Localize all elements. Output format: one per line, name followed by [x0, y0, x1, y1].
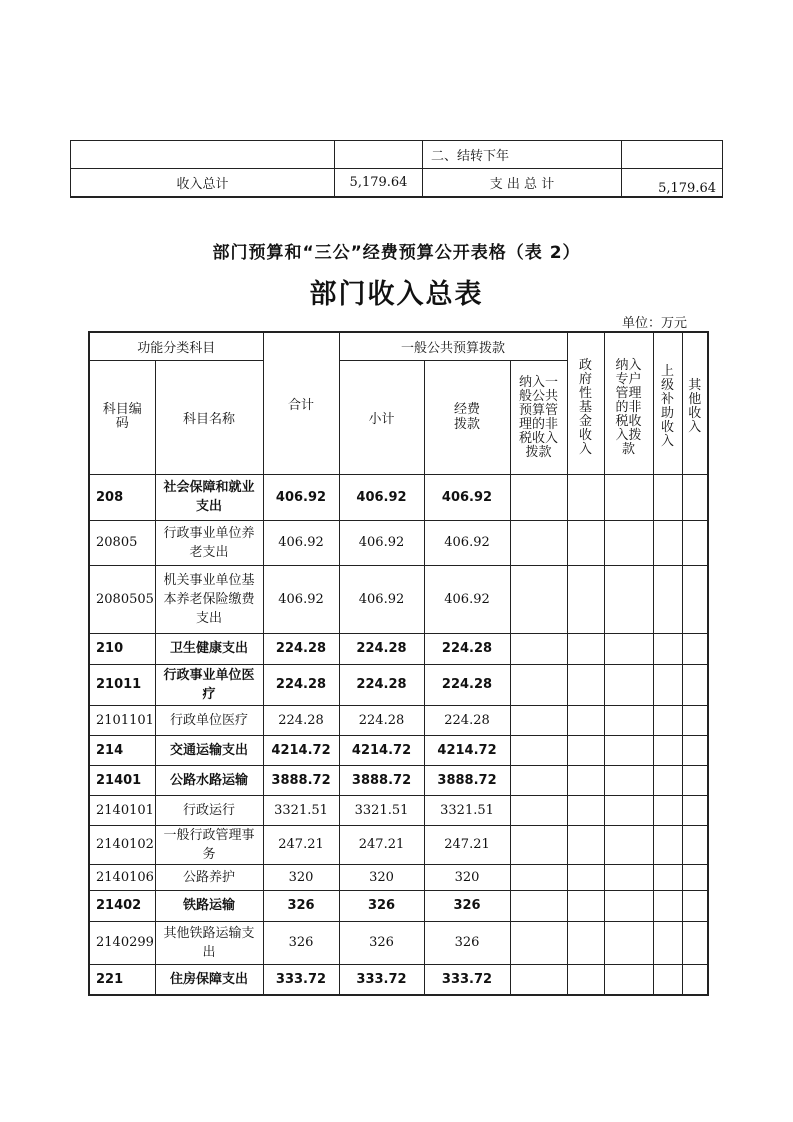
- income-total-label: 收入总计: [71, 169, 335, 198]
- empty-cell: [604, 765, 653, 795]
- row-code: 2080505: [89, 565, 155, 633]
- empty-cell: [653, 664, 682, 705]
- row-code: 2140102: [89, 825, 155, 864]
- empty-cell: [510, 565, 567, 633]
- row-funding: 326: [424, 890, 510, 921]
- row-name: 行政单位医疗: [155, 705, 263, 735]
- empty-cell: [653, 735, 682, 765]
- row-name: 一般行政管理事务: [155, 825, 263, 864]
- empty-cell: [604, 921, 653, 964]
- header-other-income-text: 其他收入: [688, 378, 702, 435]
- table-row: [89, 735, 708, 765]
- header-code-text: 科目编码: [102, 402, 142, 431]
- empty-cell: [682, 565, 708, 633]
- empty-cell: [510, 474, 567, 520]
- row-subtotal: 326: [339, 921, 424, 964]
- row-total: 406.92: [263, 474, 339, 520]
- empty-cell: [567, 565, 604, 633]
- row-code: 214: [89, 735, 155, 765]
- table-row: [89, 565, 708, 633]
- empty-cell: [510, 864, 567, 890]
- table-row: [89, 890, 708, 921]
- row-code: 2140106: [89, 864, 155, 890]
- empty-cell: [567, 664, 604, 705]
- unit-label: 单位：万元: [622, 316, 688, 331]
- table-row: [89, 964, 708, 995]
- row-code: 2140101: [89, 795, 155, 825]
- table-body: [89, 474, 708, 995]
- empty-cell: [604, 890, 653, 921]
- row-name: 卫生健康支出: [155, 633, 263, 664]
- row-code: 210: [89, 633, 155, 664]
- empty-cell: [682, 864, 708, 890]
- row-code: 20805: [89, 520, 155, 565]
- empty-cell: [567, 735, 604, 765]
- header-gov-fund-text: 政府性基金收入: [579, 358, 593, 457]
- row-total: 406.92: [263, 565, 339, 633]
- row-total: 320: [263, 864, 339, 890]
- table-row: [89, 474, 708, 520]
- row-funding: 247.21: [424, 825, 510, 864]
- row-subtotal: 406.92: [339, 520, 424, 565]
- empty-cell: [653, 964, 682, 995]
- empty-cell: [653, 765, 682, 795]
- empty-cell: [604, 825, 653, 864]
- empty-cell: [567, 633, 604, 664]
- empty-cell: [510, 890, 567, 921]
- row-code: 2140299: [89, 921, 155, 964]
- row-funding: 333.72: [424, 964, 510, 995]
- table-row: [89, 664, 708, 705]
- carry-forward-row: [71, 141, 723, 169]
- empty-cell: [682, 825, 708, 864]
- header-other-income: [682, 332, 708, 474]
- row-name: 行政运行: [155, 795, 263, 825]
- header-func-class: 功能分类科目: [89, 332, 263, 360]
- empty-cell: [682, 474, 708, 520]
- empty-cell: [567, 520, 604, 565]
- header-upper-subsidy: [653, 332, 682, 474]
- empty-cell: [653, 565, 682, 633]
- row-total: 3888.72: [263, 765, 339, 795]
- empty-cell: [682, 964, 708, 995]
- row-subtotal: 224.28: [339, 705, 424, 735]
- header-nontax-general-text: 纳入一般公共预算管理的非税收入拨款: [519, 375, 559, 460]
- empty-cell: [567, 705, 604, 735]
- empty-cell: [604, 864, 653, 890]
- header-name: 科目名称: [155, 360, 263, 474]
- row-total: 3321.51: [263, 795, 339, 825]
- header-code: [89, 360, 155, 474]
- empty-cell: [604, 633, 653, 664]
- empty-cell: [567, 825, 604, 864]
- expense-total-value: 5,179.64: [622, 169, 723, 198]
- total-row: [71, 169, 723, 198]
- row-total: 326: [263, 890, 339, 921]
- empty-cell: [510, 520, 567, 565]
- row-name: 行政事业单位医疗: [155, 664, 263, 705]
- row-code: 21402: [89, 890, 155, 921]
- empty-cell: [653, 633, 682, 664]
- empty-cell: [510, 765, 567, 795]
- row-funding: 224.28: [424, 633, 510, 664]
- empty-cell: [653, 705, 682, 735]
- empty-cell: [567, 474, 604, 520]
- table-row: [89, 795, 708, 825]
- empty-cell: [510, 921, 567, 964]
- empty-cell: [604, 705, 653, 735]
- row-funding: 224.28: [424, 664, 510, 705]
- row-total: 224.28: [263, 633, 339, 664]
- row-code: 21011: [89, 664, 155, 705]
- empty-cell: [653, 520, 682, 565]
- header-nontax-general: [510, 360, 567, 474]
- table-row: [89, 705, 708, 735]
- header-general-budget: 一般公共预算拨款: [339, 332, 567, 360]
- page-title: 部门收入总表: [309, 279, 484, 310]
- empty-cell: [682, 520, 708, 565]
- empty-cell: [510, 633, 567, 664]
- row-code: 2101101: [89, 705, 155, 735]
- row-subtotal: 320: [339, 864, 424, 890]
- empty-cell: [604, 520, 653, 565]
- empty-cell: [682, 664, 708, 705]
- row-name: 公路水路运输: [155, 765, 263, 795]
- row-subtotal: 224.28: [339, 633, 424, 664]
- empty-cell: [682, 735, 708, 765]
- page-subtitle: 部门预算和“三公”经费预算公开表格（表 2）: [212, 243, 581, 263]
- row-name: 社会保障和就业支出: [155, 474, 263, 520]
- row-total: 333.72: [263, 964, 339, 995]
- row-total: 406.92: [263, 520, 339, 565]
- row-total: 326: [263, 921, 339, 964]
- empty-cell: [567, 964, 604, 995]
- empty-cell: [604, 565, 653, 633]
- empty-cell: [682, 633, 708, 664]
- empty-cell: [335, 141, 423, 169]
- row-funding: 3321.51: [424, 795, 510, 825]
- row-funding: 406.92: [424, 474, 510, 520]
- empty-cell: [682, 795, 708, 825]
- table-row: [89, 864, 708, 890]
- header-special-nontax: [604, 332, 653, 474]
- row-subtotal: 333.72: [339, 964, 424, 995]
- empty-cell: [653, 795, 682, 825]
- row-total: 4214.72: [263, 735, 339, 765]
- table-row: [89, 825, 708, 864]
- row-subtotal: 247.21: [339, 825, 424, 864]
- row-code: 208: [89, 474, 155, 520]
- row-subtotal: 224.28: [339, 664, 424, 705]
- empty-cell: [653, 921, 682, 964]
- row-total: 224.28: [263, 705, 339, 735]
- row-subtotal: 326: [339, 890, 424, 921]
- table-row: [89, 633, 708, 664]
- empty-cell: [604, 735, 653, 765]
- table-row: [89, 765, 708, 795]
- empty-cell: [510, 964, 567, 995]
- empty-cell: [567, 921, 604, 964]
- row-name: 铁路运输: [155, 890, 263, 921]
- row-code: 21401: [89, 765, 155, 795]
- empty-cell: [567, 890, 604, 921]
- header-gov-fund: [567, 332, 604, 474]
- empty-cell: [604, 795, 653, 825]
- income-summary-table: [88, 331, 709, 996]
- row-name: 行政事业单位养老支出: [155, 520, 263, 565]
- table-row: [89, 921, 708, 964]
- empty-cell: [510, 735, 567, 765]
- empty-cell: [510, 825, 567, 864]
- empty-cell: [604, 664, 653, 705]
- empty-cell: [510, 705, 567, 735]
- row-name: 住房保障支出: [155, 964, 263, 995]
- header-funding: [424, 360, 510, 474]
- row-funding: 224.28: [424, 705, 510, 735]
- empty-cell: [682, 890, 708, 921]
- empty-cell: [653, 474, 682, 520]
- empty-cell: [71, 141, 335, 169]
- row-subtotal: 406.92: [339, 565, 424, 633]
- row-subtotal: 406.92: [339, 474, 424, 520]
- row-subtotal: 3321.51: [339, 795, 424, 825]
- row-funding: 326: [424, 921, 510, 964]
- empty-cell: [653, 825, 682, 864]
- row-subtotal: 4214.72: [339, 735, 424, 765]
- row-code: 221: [89, 964, 155, 995]
- expense-total-label: 支 出 总 计: [423, 169, 622, 198]
- empty-cell: [510, 664, 567, 705]
- header-subtotal: 小计: [339, 360, 424, 474]
- row-subtotal: 3888.72: [339, 765, 424, 795]
- row-funding: 4214.72: [424, 735, 510, 765]
- income-total-value: 5,179.64: [335, 169, 423, 198]
- empty-cell: [604, 964, 653, 995]
- carry-forward-label: 二、结转下年: [423, 141, 622, 169]
- row-funding: 320: [424, 864, 510, 890]
- empty-cell: [682, 921, 708, 964]
- row-total: 224.28: [263, 664, 339, 705]
- row-name: 交通运输支出: [155, 735, 263, 765]
- header-special-nontax-text: 纳入专户管理的非税收入拨款: [615, 358, 642, 457]
- row-name: 其他铁路运输支出: [155, 921, 263, 964]
- empty-cell: [567, 795, 604, 825]
- row-total: 247.21: [263, 825, 339, 864]
- empty-cell: [510, 795, 567, 825]
- empty-cell: [567, 864, 604, 890]
- empty-cell: [653, 864, 682, 890]
- empty-cell: [604, 474, 653, 520]
- row-name: 公路养护: [155, 864, 263, 890]
- row-funding: 406.92: [424, 520, 510, 565]
- header-funding-text: 经费拨款: [454, 402, 481, 432]
- empty-cell: [653, 890, 682, 921]
- empty-cell: [682, 765, 708, 795]
- previous-table-fragment: [70, 140, 723, 198]
- empty-cell: [682, 705, 708, 735]
- row-funding: 3888.72: [424, 765, 510, 795]
- row-funding: 406.92: [424, 565, 510, 633]
- empty-cell: [622, 141, 723, 169]
- header-total: 合计: [263, 332, 339, 474]
- table-row: [89, 520, 708, 565]
- row-name: 机关事业单位基本养老保险缴费支出: [155, 565, 263, 633]
- empty-cell: [567, 765, 604, 795]
- header-upper-subsidy-text: 上级补助收入: [661, 364, 675, 449]
